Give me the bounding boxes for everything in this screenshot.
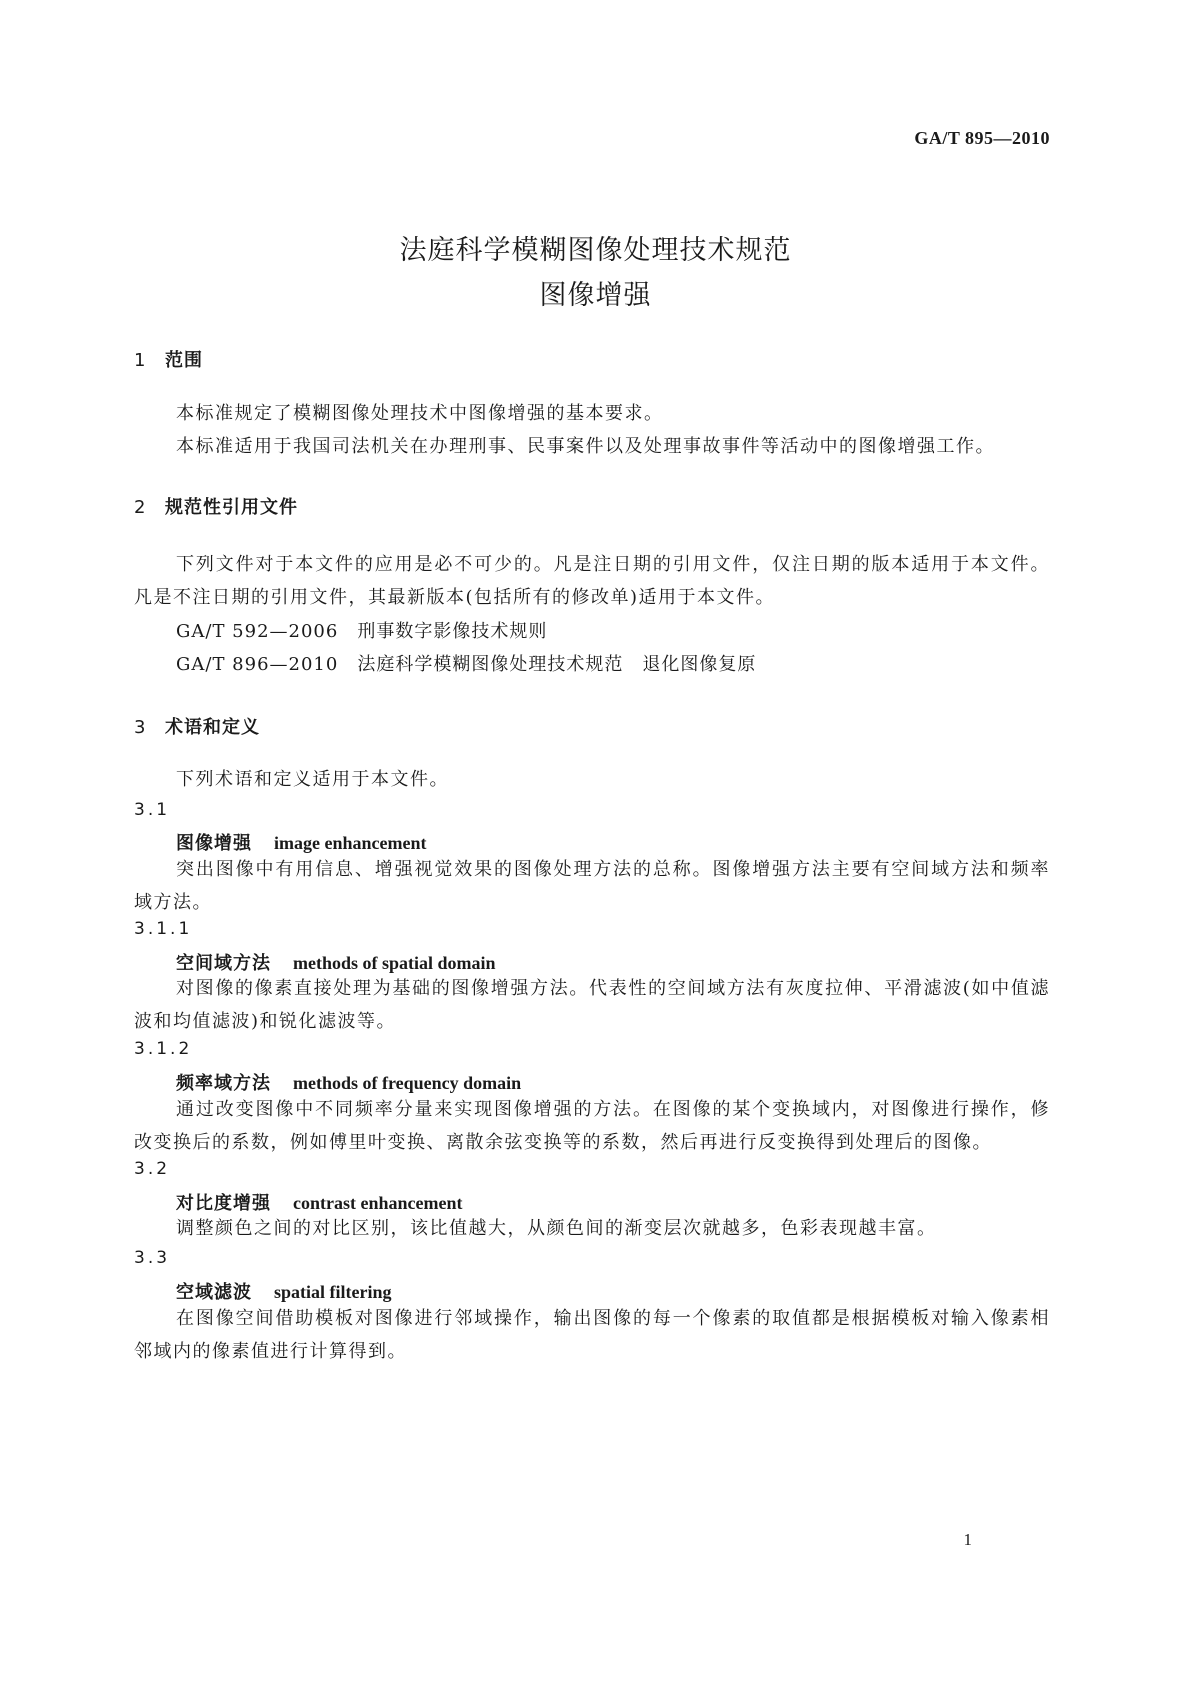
term-name-zh: 对比度增强 — [176, 1193, 271, 1214]
document-code: GA/T 895—2010 — [914, 128, 1050, 148]
term-definition: 通过改变图像中不同频率分量来实现图像增强的方法。在图像的某个变换域内，对图像进行操作，修改变换后的系数，例如傅里叶变换、离散余弦变换等的系数，然后再进行反变换得到处理后的图像。 — [134, 1099, 1050, 1153]
term-number: 3.3 — [134, 1248, 171, 1268]
term-name-zh: 空间域方法 — [176, 953, 271, 974]
section-1-paragraph: 本标准适用于我国司法机关在办理刑事、民事案件以及处理事故事件等活动中的图像增强工作。 — [176, 436, 995, 457]
normative-reference: GA/T 592—2006 刑事数字影像技术规则 — [176, 621, 548, 642]
term-definition: 突出图像中有用信息、增强视觉效果的图像处理方法的总称。图像增强方法主要有空间域方法和频率域方法。 — [134, 859, 1050, 913]
term-definition: 调整颜色之间的对比区别，该比值越大，从颜色间的渐变层次就越多，色彩表现越丰富。 — [176, 1218, 937, 1239]
normative-reference: GA/T 896—2010 法庭科学模糊图像处理技术规范 退化图像复原 — [176, 654, 757, 675]
term-number: 3.1.2 — [134, 1039, 193, 1059]
term-name-en: contrast enhancement — [293, 1193, 463, 1213]
term-name-en: image enhancement — [274, 833, 427, 853]
section-2-heading — [134, 493, 298, 519]
page-number: 1 — [963, 1530, 972, 1549]
section-1-paragraph: 本标准规定了模糊图像处理技术中图像增强的基本要求。 — [176, 403, 664, 424]
section-number: 2 — [134, 497, 147, 518]
term-number: 3.1.1 — [134, 919, 193, 939]
term-heading — [176, 829, 426, 855]
term-name-zh: 频率域方法 — [176, 1073, 271, 1094]
section-number: 1 — [134, 350, 147, 371]
term-definition: 对图像的像素直接处理为基础的图像增强方法。代表性的空间域方法有灰度拉伸、平滑滤波(如中值滤波和均值滤波)和锐化滤波等。 — [134, 978, 1050, 1032]
term-heading — [176, 1069, 521, 1095]
term-number: 3.1 — [134, 800, 171, 820]
section-title: 规范性引用文件 — [165, 497, 298, 518]
term-name-zh: 空域滤波 — [176, 1282, 252, 1303]
document-title — [0, 228, 1191, 318]
term-name-en: methods of frequency domain — [293, 1073, 522, 1093]
section-title: 术语和定义 — [165, 717, 260, 738]
section-2-paragraph: 下列文件对于本文件的应用是必不可少的。凡是注日期的引用文件，仅注日期的版本适用于本文件。凡是不注日期的引用文件，其最新版本(包括所有的修改单)适用于本文件。 — [134, 554, 1050, 608]
term-definition: 在图像空间借助模板对图像进行邻域操作，输出图像的每一个像素的取值都是根据模板对输入像素相邻域内的像素值进行计算得到。 — [134, 1308, 1050, 1362]
term-name-en: methods of spatial domain — [293, 953, 496, 973]
section-number: 3 — [134, 717, 147, 738]
section-1-heading — [134, 346, 203, 372]
term-name-en: spatial filtering — [274, 1282, 392, 1302]
title-line-sub: 图像增强 — [539, 280, 652, 311]
section-3-intro: 下列术语和定义适用于本文件。 — [176, 769, 449, 790]
term-heading — [176, 1278, 392, 1304]
term-name-zh: 图像增强 — [176, 833, 252, 854]
title-line-main: 法庭科学模糊图像处理技术规范 — [399, 235, 792, 266]
term-number: 3.2 — [134, 1159, 171, 1179]
section-title: 范围 — [165, 350, 203, 371]
section-3-heading — [134, 713, 260, 739]
